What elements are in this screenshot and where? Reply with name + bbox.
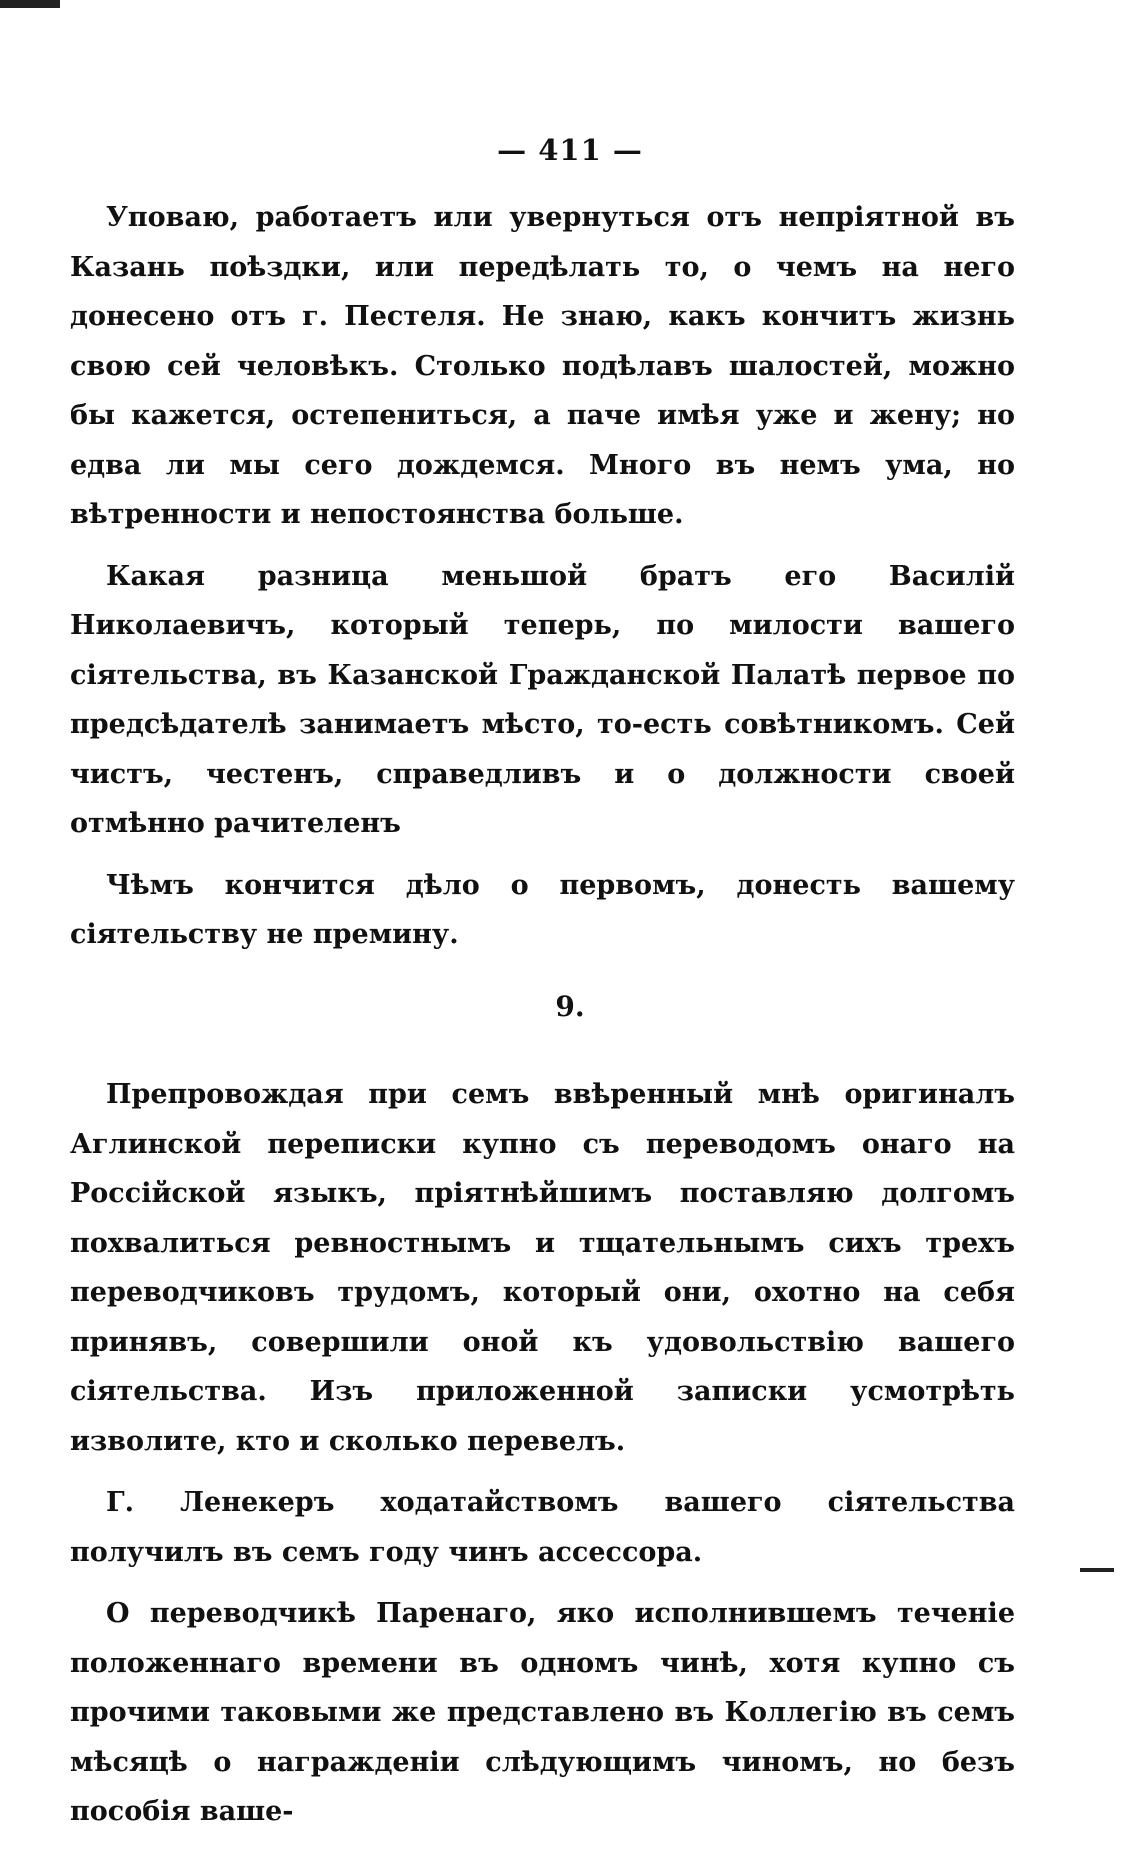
paragraph: Чѣмъ кончится дѣло о первомъ, донесть вашему сіятельству не премину. — [70, 869, 1015, 950]
paragraph: Препровождая при семъ ввѣренный мнѣ оригиналъ Аглинской переписки купно съ переводомъ онаго на Россійской языкъ, пріятнѣйшимъ поставляю долгомъ похвалиться ревностнымъ и тщательнымъ сихъ трехъ переводчиковъ трудомъ, который они, охотно на себя принявъ, совершили оной къ удовольствію вашего сіятельства. Изъ приложенной записки усмотрѣть изволите, кто и сколько перевелъ. — [70, 1079, 1015, 1457]
paragraph: Г. Ленекеръ ходатайствомъ вашего сіятельства получилъ въ семъ году чинъ ассессора. — [70, 1487, 1015, 1568]
paragraph: Какая разница меньшой братъ его Василій Николаевичъ, который теперь, по милости вашего сіятельства, въ Казанской Гражданской Палатѣ первое по предсѣдателѣ занимаетъ мѣсто, то-есть совѣтникомъ. Сей чистъ, честенъ, справедливъ и о должности своей отмѣнно рачителенъ — [70, 560, 1015, 839]
text-block-after — [70, 1070, 1015, 1849]
page-number: — 411 — — [497, 133, 643, 167]
section-number: 9. — [555, 990, 585, 1023]
paragraph: О переводчикѣ Паренаго, яко исполнившемъ теченіе положеннаго времени въ одномъ чинѣ, хотя купно съ прочими таковыми же представлено въ Коллегію въ семъ мѣсяцѣ о награжденіи слѣдующимъ чиномъ, но безъ пособія ваше- — [70, 1598, 1015, 1827]
text-block-before — [70, 193, 1015, 972]
scan-mark — [1080, 1568, 1114, 1572]
scan-edge-mark — [0, 0, 60, 8]
paragraph: Уповаю, работаетъ или увернуться отъ непріятной въ Казань поѣздки, или передѣлать то, о чемъ на него донесено отъ г. Пестеля. Не знаю, какъ кончитъ жизнь свою сей человѣкъ. Столько подѣлавъ шалостей, можно бы кажется, остепениться, а паче имѣя уже и жену; но едва ли мы сего дождемся. Много въ немъ ума, но вѣтренности и непостоянства больше. — [70, 202, 1015, 530]
